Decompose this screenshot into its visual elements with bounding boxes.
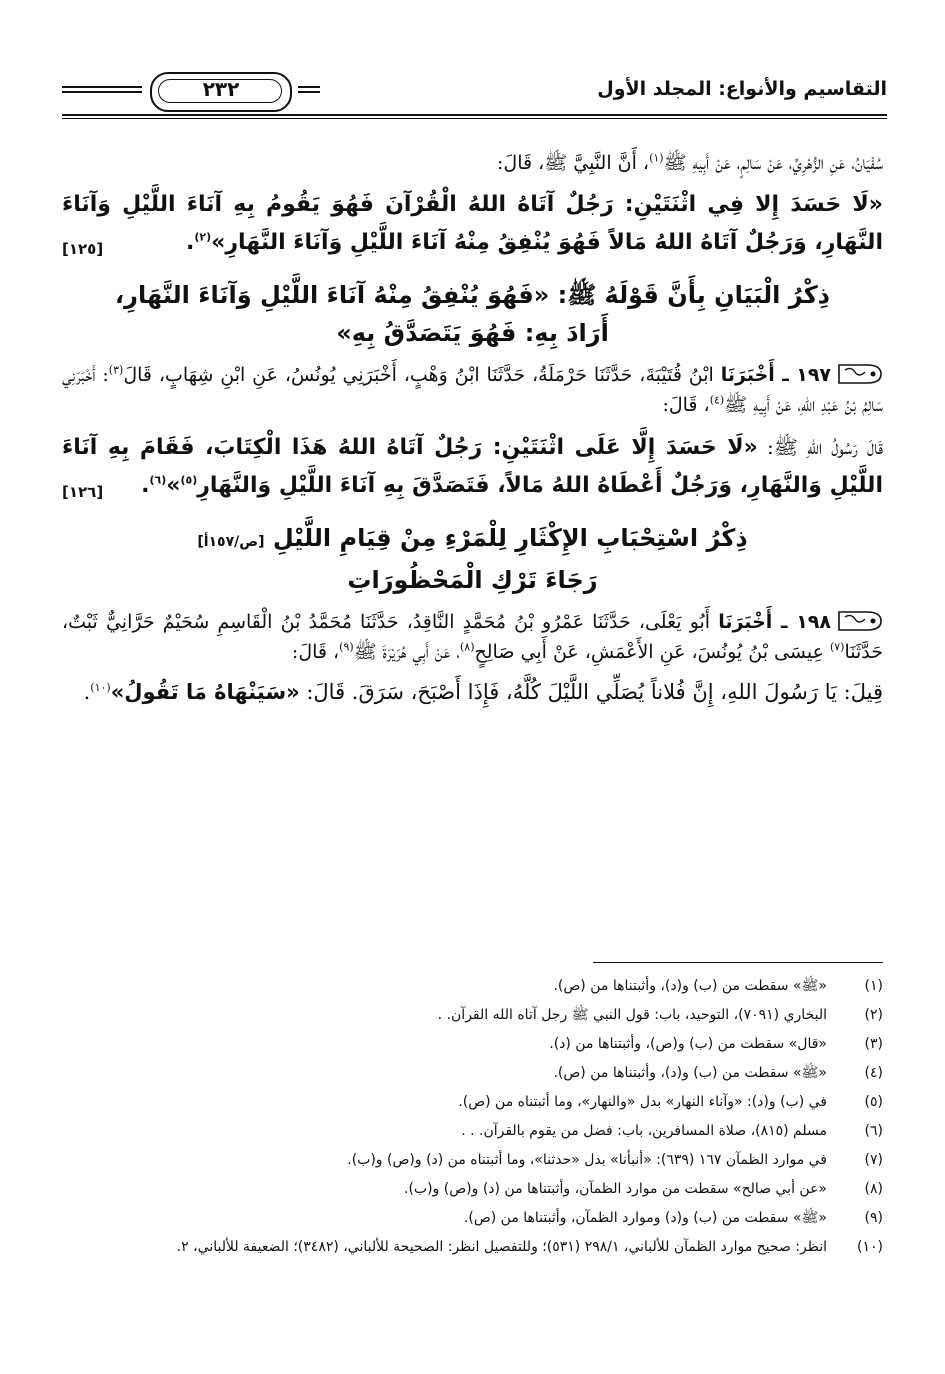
footnote: (٤) «ﷺ» سقطت من (ب) و(د)، وأثبتناها من (ص). [553, 1065, 883, 1081]
header-rule [62, 114, 887, 116]
isnad-paragraph: ١٩٧ ـ أَخْبَرَنَا ابْنُ قُتَيْبَةَ، حَدَّثَنَا حَرْمَلَةُ، حَدَّثَنَا ابْنُ وَهْبٍ، أَخْبَرَنِي يُونُسُ، عَنِ ابْنِ شِهَابٍ، قَالَ$^{(٣)}$: أَخْبَرَنِي سَالِمُ بْنُ عَبْدِ اللهِ، عَنْ أَبِيهِ ﷺ$^{(٤)}$، قَالَ: [62, 363, 883, 416]
isnad-paragraph: سُفْيَانُ، عَنِ الزُّهْرِيِّ، عَنْ سَالِمٍ، عَنْ أَبِيهِ ﷺ$^{(١)}$، أَنَّ النَّبِيَّ ﷺ، قَالَ: [497, 151, 883, 174]
footnote: (٩) «ﷺ» سقطت من (ب) و(د) وموارد الظمآن، وأثبتناها من (ص). [463, 1210, 883, 1226]
hadith-reference: [١٢٥] [62, 240, 104, 258]
footnote-separator [593, 962, 883, 963]
header-dash [62, 86, 142, 88]
hadith-number: ١٩٧ ـ أَخْبَرَنَا [720, 364, 832, 386]
page-number-box [150, 72, 292, 112]
footnotes [62, 972, 883, 1262]
hadith-text: «لَا حَسَدَ إِلا فِي اثْنَتَيْنِ: رَجُلٌ آتَاهُ اللهُ الْقُرْآنَ فَهُوَ يَقُومُ بِهِ آنَاءَ اللَّيْلِ وَآنَاءَ النَّهَارِ، وَرَجُلٌ آتَاهُ اللهُ مَالاً فَهُوَ يُنْفِقُ مِنْهُ آنَاءَ اللَّيْلِ وَآنَاءَ النَّهَارِ»$^{(٢)}$. [١٢٥] [62, 186, 883, 262]
hadith-text: قَالَ رَسُولُ اللهِ ﷺ: «لَا حَسَدَ إِلَّا عَلَى اثْنَتَيْنِ: رَجُلٌ آتَاهُ اللهُ هَذَا الْكِتَابَ، فَقَامَ بِهِ آنَاءَ اللَّيْلِ وَالنَّهَارِ، وَرَجُلٌ أَعْطَاهُ اللهُ مَالاً، فَتَصَدَّقَ بِهِ آنَاءَ اللَّيْلِ وَالنَّهَارِ$^{(٥)}$»$^{(٦)}$. [١٢٦] [62, 428, 883, 505]
header-dash [298, 91, 320, 93]
manuscript-page-ref: [ص/١٥٧أ] [197, 534, 265, 550]
hadith-ornament-icon [837, 609, 883, 633]
matn-paragraph: قِيلَ: يَا رَسُولَ اللهِ، إِنَّ فُلاناً يُصَلِّي اللَّيْلَ كُلَّهُ، فَإِذَا أَصْبَحَ، سَرَقَ. قَالَ: «سَيَنْهَاهُ مَا تَقُولُ»$^{(١٠)}$. [83, 680, 883, 704]
footnote: (١٠) انظر: صحيح موارد الظمآن للألباني، ٢٩٨/١ (٥٣١)؛ وللتفصيل انظر: الصحيحة للألباني، (٣٤٨٢)؛ الضعيفة للألباني، ٢. [176, 1239, 883, 1255]
chapter-heading: ذِكْرُ اسْتِحْبَابِ الإِكْثَارِ لِلْمَرْءِ مِنْ قِيَامِ اللَّيْلِ [ص/١٥٧أ] رَجَاءَ تَرْكِ الْمَحْظُورَاتِ [197, 524, 748, 594]
hadith-ornament-icon [837, 362, 883, 386]
footnote: (٧) في موارد الظمآن ١٦٧ (٦٣٩): «أنبأنا» بدل «حدثنا»، وما أثبتناه من (د) و(ص) و(ب). [347, 1152, 883, 1168]
header-rule [62, 118, 887, 119]
hadith-number: ١٩٨ ـ أَخْبَرَنَا [718, 611, 831, 633]
footnote: (٣) «قال» سقطت من (ب) و(ص)، وأثبتناها من (د). [549, 1036, 883, 1052]
header-dash [298, 86, 320, 88]
page-number: ٢٣٢ [202, 77, 240, 101]
footnote: (٨) «عن أبي صالح» سقطت من موارد الظمآن، وأثبتناها من (د) و(ص) و(ب). [404, 1181, 883, 1197]
footnote: (٢) البخاري (٧٠٩١)، التوحيد، باب: قول النبي ﷺ رجل آتاه الله القرآن. . [437, 1007, 883, 1023]
running-title: التقاسيم والأنواع: المجلد الأول [597, 78, 887, 100]
hadith-reference: [١٢٦] [62, 483, 104, 501]
chapter-heading: ذِكْرُ الْبَيَانِ بِأَنَّ قَوْلَهُ ﷺ: «فَهُوَ يُنْفِقُ مِنْهُ آنَاءَ اللَّيْلِ وَآنَاءَ النَّهَارِ، أَرَادَ بِهِ: فَهُوَ يَتَصَدَّقُ بِهِ» [115, 281, 830, 347]
isnad-paragraph: ١٩٨ ـ أَخْبَرَنَا أَبُو يَعْلَى، حَدَّثَنَا عَمْرُو بْنُ مُحَمَّدٍ النَّاقِدُ، حَدَّثَنَا مُحَمَّدُ بْنُ الْقَاسِمِ سُحَيْمٌ حَرَّانِيٌّ ثَبْتٌ، حَدَّثَنَا$^{(٧)}$ عِيسَى بْنُ يُونُسَ، عَنِ الأَعْمَشِ، عَنْ أَبِي صَالِحٍ$^{(٨)}$، عَنْ أَبِي هُرَيْرَةَ ﷺ$^{(٩)}$، قَالَ: [62, 611, 883, 663]
footnote: (٥) في (ب) و(د): «وآناء النهار» بدل «والنهار»، وما أثبتناه من (ص). [458, 1094, 883, 1110]
footnote: (٦) مسلم (٨١٥)، صلاة المسافرين، باب: فضل من يقوم بالقرآن. . . [461, 1123, 883, 1139]
header-dash [62, 91, 142, 93]
page-header [62, 72, 887, 118]
main-text [62, 148, 883, 709]
footnote: (١) «ﷺ» سقطت من (ب) و(د)، وأثبتناها من (ص). [553, 978, 883, 994]
